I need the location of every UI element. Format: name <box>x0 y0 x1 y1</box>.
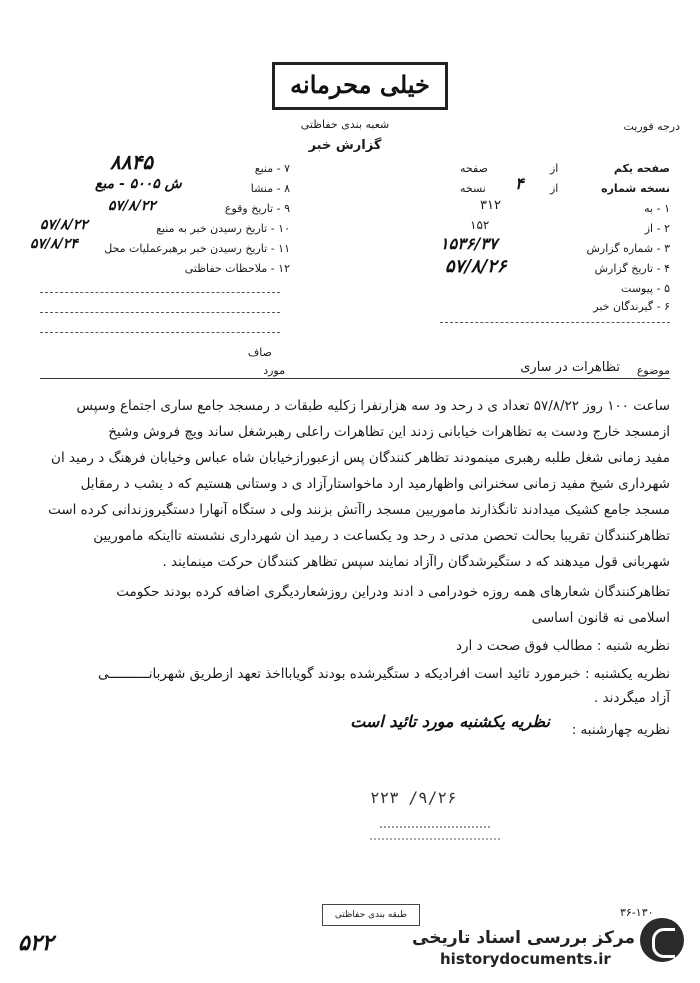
field-value: ۸۸۴۵ <box>110 150 153 174</box>
field-label: ۱۰ - تاریخ رسیدن خبر به منبع <box>156 222 290 235</box>
body-line: تظاهرکنندگان تقریبا بحالت تحصن مدتی د رحد ود یکساعت د رمید ان شهرداری نشسته تااینکه ماموریین <box>93 528 670 544</box>
field-value: ۱۵۳۶/۳۷ <box>440 234 498 253</box>
subject-label: موضوع <box>636 364 670 377</box>
doc-code: ۳۶-۱۳۰ <box>620 906 654 919</box>
field-value: ۳۱۲ <box>480 198 501 213</box>
blank-line <box>440 322 670 323</box>
blank-line <box>40 292 280 293</box>
field-label: ۳ - شماره گزارش <box>586 242 670 255</box>
subject-mark: مورد <box>263 364 285 377</box>
field-label: ۴ - تاریخ گزارش <box>594 262 670 275</box>
field-label: نسخه شماره <box>601 182 670 195</box>
field-value: ۵۷/۸/۲۲ <box>108 198 156 214</box>
blank-line <box>40 312 280 313</box>
report-title: گزارش خبر <box>308 138 382 153</box>
archive-title: مرکز بررسی اسناد تاریخی <box>412 928 635 948</box>
body-line: شهربانی قول میدهند که د ستگیرشدگان راآزاد نمایند سپس تظاهر کنندگان حرکت مینمایند . <box>162 554 670 570</box>
field-label: ۸ - منشا <box>250 182 290 195</box>
classification-stamp: خیلی محرمانه <box>272 62 448 110</box>
field-label: صفحه یکم <box>613 162 670 175</box>
field-end: صفحه <box>460 162 488 175</box>
opinion-line: نظریه شنبه : مطالب فوق صحت د ارد <box>456 638 670 654</box>
archive-logo-icon <box>640 918 684 962</box>
degree-label: درجه فوریت <box>623 120 680 133</box>
subject-value: تظاهرات در ساری <box>520 360 620 375</box>
field-label: ۲ - از <box>644 222 670 235</box>
body-line: ازمسجد خارج ودست به تظاهرات خیابانی زدند این تظاهرات راعلی رهبرشغل ساند ویچ فروش وشیخ <box>108 424 670 440</box>
body-line: اسلامی نه قانون اساسی <box>531 610 670 626</box>
subject-rule <box>40 378 670 379</box>
page-number: ۵۲۲ <box>18 930 54 956</box>
field-value: ۱۵۲ <box>470 218 490 232</box>
body-line: مسجد جامع کشیک میدادند تانگذارند ماموریین مسجد راآتش بزنند ولی د ستگاه آنهارا دستگیروزندانی کرده است <box>48 502 670 518</box>
opinion-line: نظریه چهارشنبه : <box>571 722 670 738</box>
faint-stamp <box>370 838 500 840</box>
body-line: تظاهرکنندگان شعارهای همه روزه خودرامی د ادند ودراین روزشعاردیگری اضافه کرده بودند حکومت <box>116 584 670 600</box>
body-line: ساعت ۱۰۰ روز ۵۷/۸/۲۲ تعداد ی د رحد ود سه هزارنفرا زکلیه طبقات د رمسجد جامع ساری اجتماع وسپس <box>76 398 670 414</box>
unit-label: شعبه بندی حفاظتی <box>300 118 390 131</box>
field-value: ۵۷/۸/۲۴ <box>30 236 78 252</box>
field-label: ۷ - منبع <box>254 162 290 175</box>
field-label: ۱ - به <box>644 202 670 215</box>
body-line: شهرداری شیخ مفید زمانی سخنرانی واظهارمید ارد ماخواستارآزاد ی د وستانی هستیم که د یشب د رمقابل <box>80 476 670 492</box>
opinion-line: آزاد میگردند . <box>594 690 670 706</box>
body-line: مفید زمانی شغل طلبه رهبری مینمودند تظاهر کنندگان پس ازعبورازخیابان شاه عباس وخیابان فرهنگ د رمید ان <box>51 450 670 466</box>
field-value: ش ۵۰۰۵ - مبع <box>95 176 182 192</box>
field-label: ۱۱ - تاریخ رسیدن خبر برهبرعملیات محل <box>104 242 290 255</box>
blank-line <box>40 332 280 333</box>
field-mid: از <box>550 162 559 175</box>
stamp-number: ۲۲۳ /۹/۲۶ <box>370 788 457 807</box>
field-value: ۵۷/۸/۲۲ <box>40 217 88 233</box>
field-label: ۶ - گیرندگان خبر <box>593 300 670 313</box>
field-label: ۱۲ - ملاحظات حفاظتی <box>184 262 290 275</box>
opinion-line: نظریه یکشنبه : خبرمورد تائید است افرادیکه د ستگیرشده بودند گویابااخذ تعهد ازطریق شهربانــــــــــی <box>97 666 670 682</box>
field-value: ۴ <box>515 174 524 193</box>
classification-box: طبقه بندی حفاظتی <box>322 904 420 926</box>
field-end: نسخه <box>460 182 486 195</box>
field-mid: از <box>550 182 559 195</box>
field-value: ۵۷/۸/۲۶ <box>445 256 507 277</box>
archive-url: historydocuments.ir <box>440 950 611 968</box>
handwritten-opinion: نظریه یکشنبه مورد تائید است <box>350 712 550 731</box>
subject-mark: صاف <box>247 346 272 359</box>
field-label: ۹ - تاریخ وقوع <box>224 202 290 215</box>
faint-stamp <box>380 826 490 828</box>
field-label: ۵ - پیوست <box>621 282 670 295</box>
